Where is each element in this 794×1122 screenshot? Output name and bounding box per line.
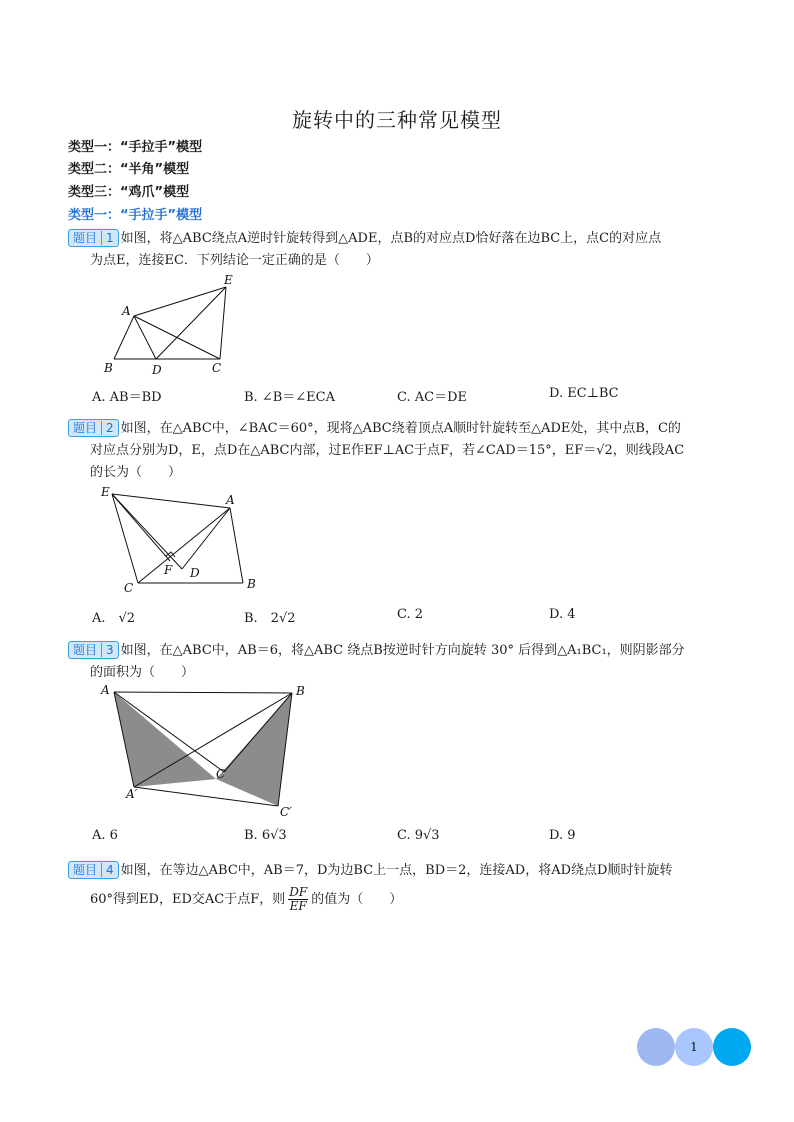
question-text: 的面积为（ ）	[90, 665, 195, 680]
label-c-prime: C′	[280, 805, 292, 819]
question-badge: 题目 4	[68, 861, 119, 879]
pager-dot-left	[637, 1028, 675, 1066]
option-b[interactable]: B. 6√3	[244, 828, 287, 843]
figure-q2	[98, 484, 268, 594]
type-line-1: 类型一：“手拉手”模型	[68, 140, 203, 155]
label-e: E	[101, 485, 110, 499]
question-text: 对应点分别为D，E，点D在△ABC内部，过E作EF⊥AC于点F，若∠CAD＝15°，EF＝√2，则线段AC	[90, 443, 685, 458]
question-badge: 题目 3	[68, 641, 119, 659]
option-a[interactable]: A. AB＝BD	[92, 390, 162, 405]
option-c[interactable]: C. 2	[397, 607, 424, 622]
question-text: 如图，将△ABC绕点A逆时针旋转得到△ADE，点B的对应点D恰好落在边BC上，点C的对应点	[120, 231, 662, 246]
page-title: 旋转中的三种常见模型	[292, 108, 502, 132]
question-text: 的长为（ ）	[90, 465, 182, 480]
label-f: F	[164, 563, 173, 577]
shaded-region-left	[114, 692, 216, 787]
figure-q1	[100, 272, 240, 378]
page-number: 1	[690, 1040, 698, 1054]
option-b[interactable]: B. 2√2	[244, 611, 296, 626]
label-e: E	[224, 273, 233, 287]
figure-q3	[96, 680, 316, 822]
label-a: A	[101, 683, 110, 697]
option-a[interactable]: A. √2	[92, 611, 136, 626]
question-text: 如图，在△ABC中，∠BAC＝60°，现将△ABC绕着顶点A顺时针旋转至△ADE处，其中点B，C的	[120, 421, 681, 436]
question-text: 如图，在等边△ABC中，AB＝7，D为边BC上一点，BD＝2，连接AD，将AD绕点D顺时针旋转	[120, 863, 673, 878]
option-a[interactable]: A. 6	[92, 828, 118, 843]
section-heading: 类型一：“手拉手”模型	[68, 208, 203, 223]
label-d: D	[190, 566, 200, 580]
question-text: 60°得到ED，ED交AC于点F，则 $\frac{DF}{EF}$ 的值为（ ）	[90, 885, 403, 913]
label-c: C	[212, 361, 222, 375]
option-b[interactable]: B. ∠B＝∠ECA	[244, 390, 335, 405]
option-d[interactable]: D. 9	[549, 828, 576, 843]
question-text: 为点E，连接EC．下列结论一定正确的是（ ）	[90, 253, 379, 268]
type-line-3: 类型三：“鸡爪”模型	[68, 185, 190, 200]
question-2	[68, 418, 728, 484]
question-badge: 题目 2	[68, 419, 119, 437]
label-c: C	[216, 767, 226, 781]
question-badge: 题目 1	[68, 229, 119, 247]
page-indicator	[637, 1028, 752, 1066]
label-d: D	[152, 363, 162, 377]
question-3	[68, 640, 728, 684]
label-a-prime: A′	[126, 787, 138, 801]
option-c[interactable]: C. AC＝DE	[397, 390, 467, 405]
option-d[interactable]: D. 4	[549, 607, 576, 622]
pager-dot-right	[713, 1028, 751, 1066]
label-b: B	[247, 577, 256, 591]
question-text: 如图，在△ABC中，AB＝6，将△ABC 绕点B按逆时针方向旋转 30° 后得到△A₁BC₁，则阴影部分	[120, 643, 685, 658]
fraction: $\frac{DF}{EF}$	[289, 885, 308, 913]
option-c[interactable]: C. 9√3	[397, 828, 440, 843]
label-b: B	[104, 361, 113, 375]
question-1	[68, 228, 728, 272]
label-c: C	[124, 581, 134, 594]
label-a: A	[122, 304, 131, 318]
label-a: A	[226, 493, 235, 507]
label-b: B	[296, 684, 305, 698]
option-d[interactable]: D. EC⊥BC	[549, 386, 619, 401]
type-line-2: 类型二：“半角”模型	[68, 162, 190, 177]
question-4	[68, 860, 728, 913]
